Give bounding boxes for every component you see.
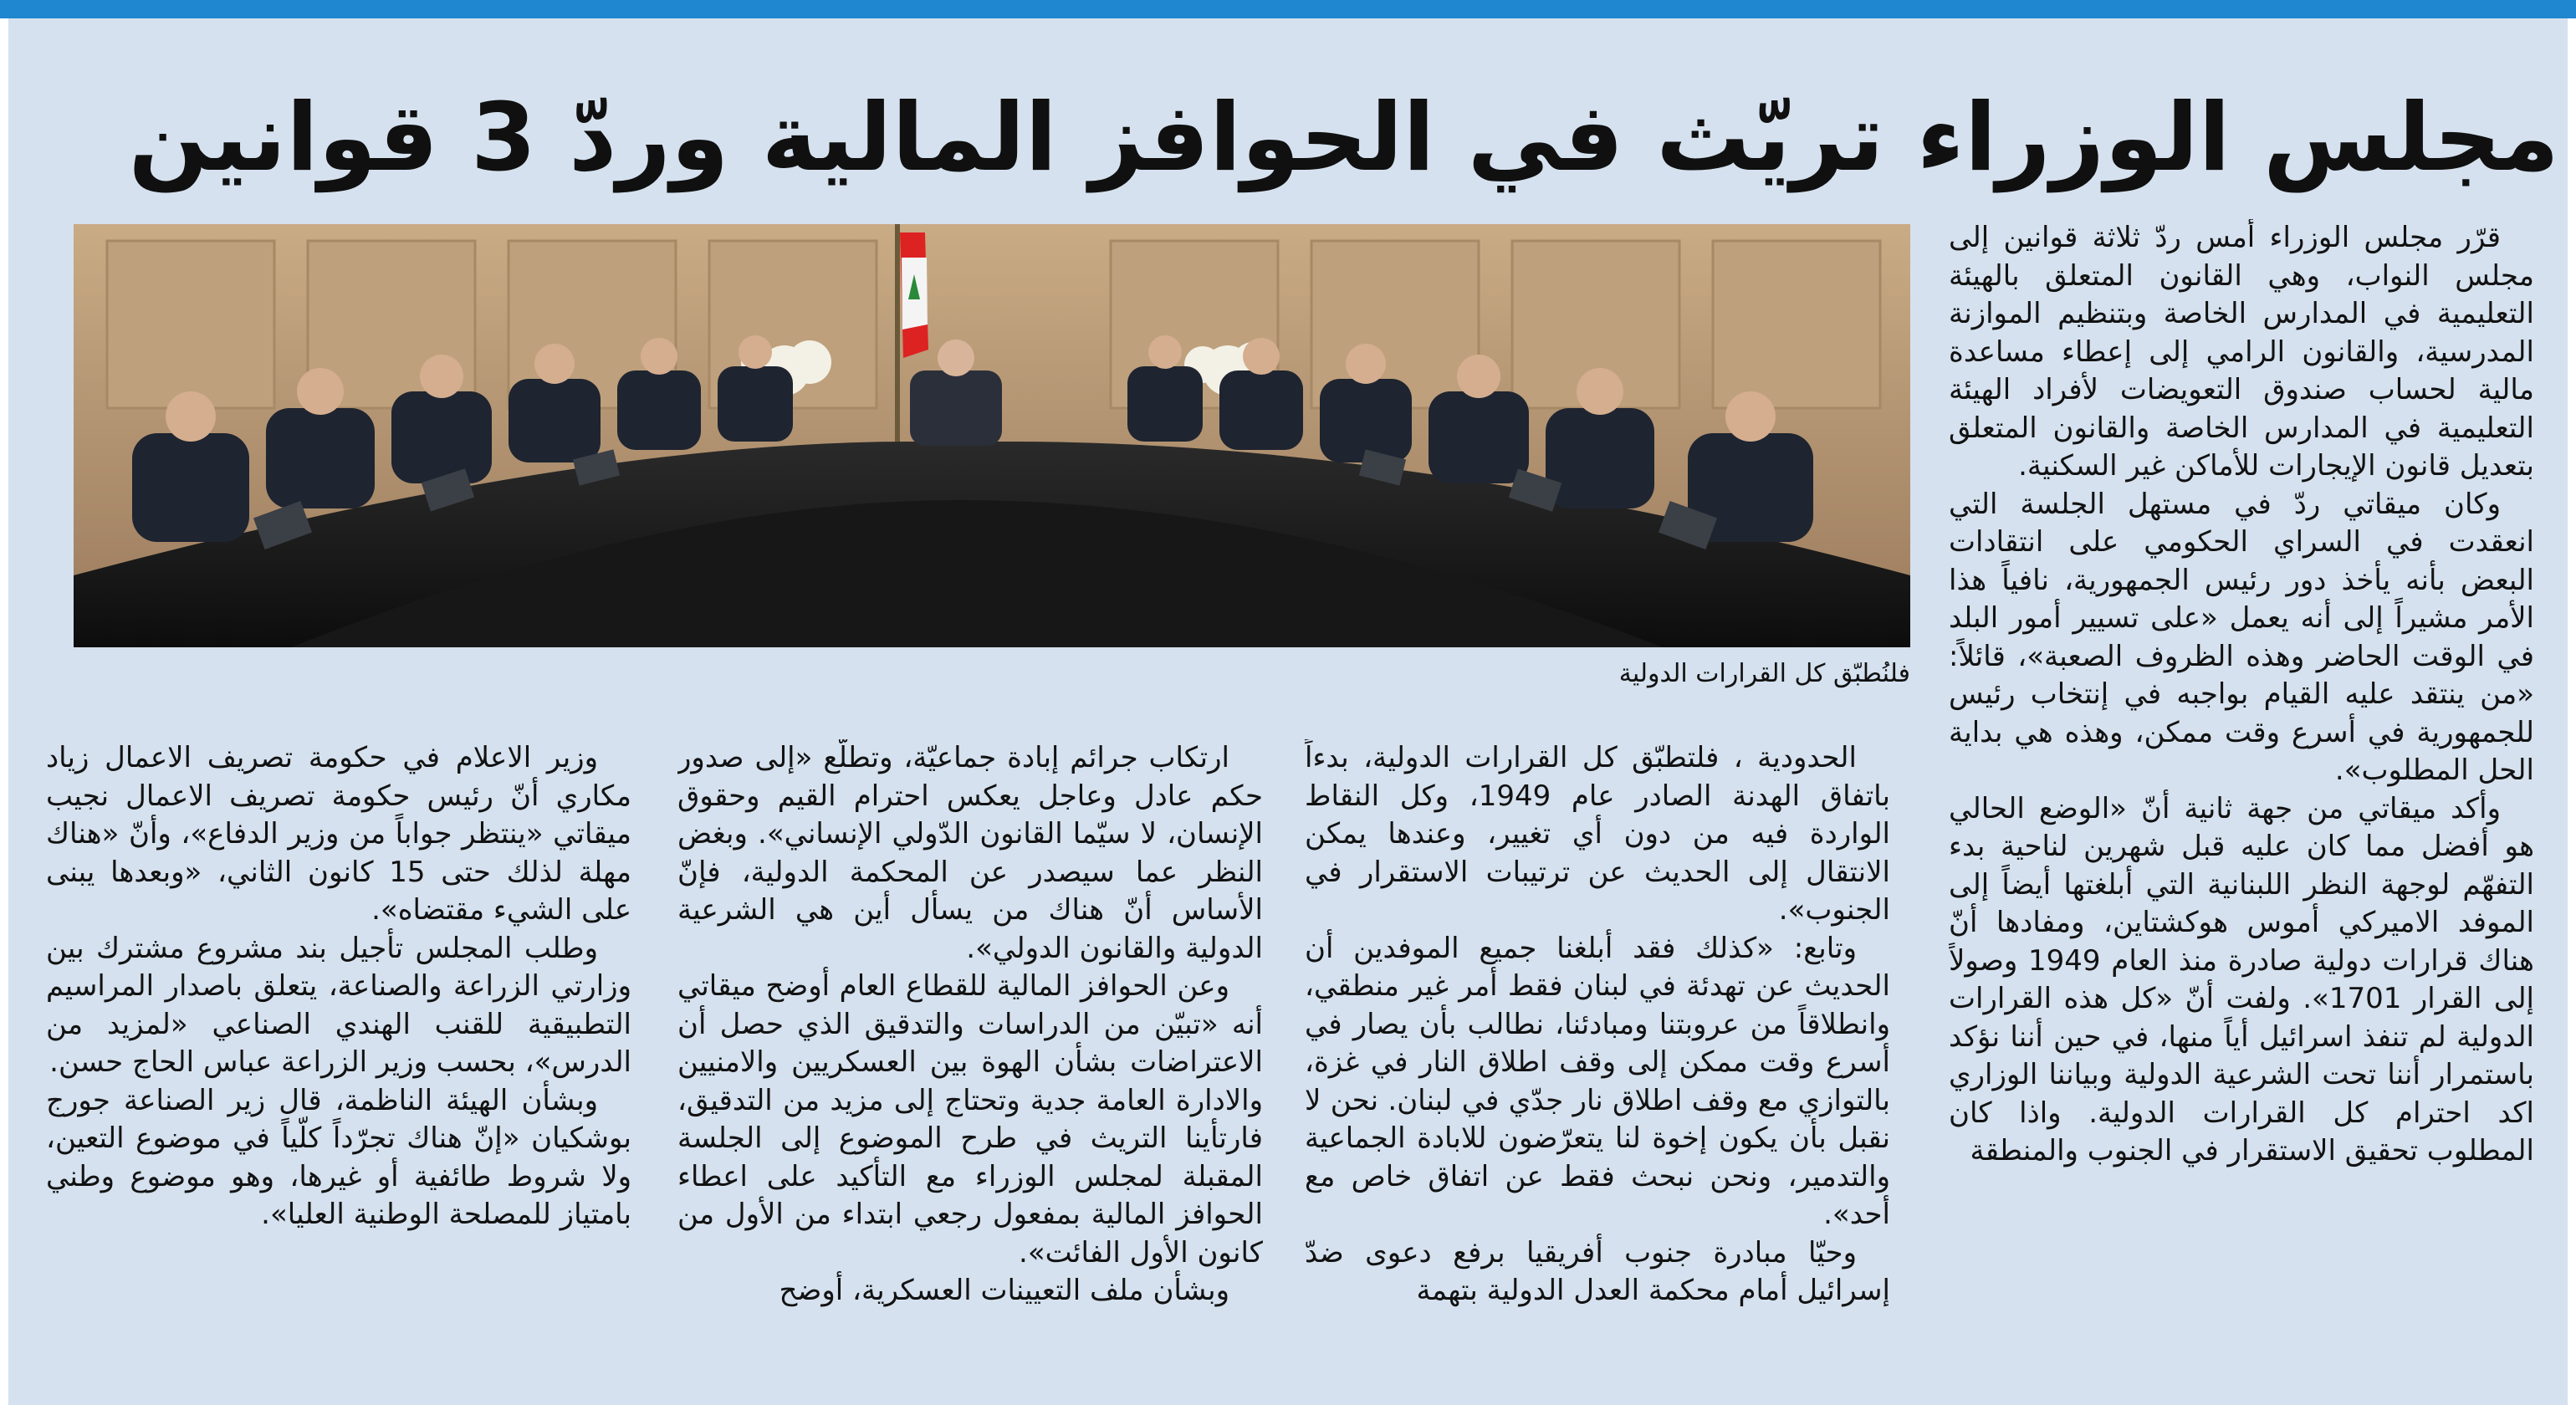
paragraph: وبشأن الهيئة الناظمة، قال زير الصناعة جورج بوشكيان «إنّ هناك تجرّداً كلّياً في موضوع التعين، ولا شروط طائفية أو غيرها، وهو موضوع وطني بامتياز للمصلحة الوطنية العليا». (46, 1083, 631, 1231)
paragraph: قرّر مجلس الوزراء أمس ردّ ثلاثة قوانين إلى مجلس النواب، وهي القانون المتعلق بالهيئة التعليمية في المدارس الخاصة وبتنظيم الموازنة المدرسية، والقانون الرامي إلى إعطاء مساعدة مالية لحساب صندوق التعويضات لأفراد الهيئة التعليمية في المدارس الخاصة والقانون المتعلق بتعديل قانون الإيجارات للأماكن غير السكنية. (1949, 221, 2534, 483)
cabinet-meeting-photo (74, 224, 1910, 647)
paragraph: وعن الحوافز المالية للقطاع العام أوضح ميقاتي أنه «تبيّن من الدراسات والتدقيق الذي حصل أن الاعتراضات بشأن الهوة بين العسكريين والامنيين والادارة العامة جدية وتحتاج إلى مزيد من التدقيق، فارتأينا التريث في طرح الموضوع إلى الجلسة المقبلة لمجلس الوزراء مع التأكيد على اعطاء الحوافز المالية بمفعول رجعي ابتداء من الأول من كانون الأول الفائت». (677, 969, 1263, 1270)
photo-caption: فلنُطبّق كل القرارات الدولية (1618, 659, 1910, 688)
paragraph: ارتكاب جرائم إبادة جماعيّة، وتطلّع «إلى صدور حكم عادل وعاجل يعكس احترام القيم وحقوق الإنسان، لا سيّما القانون الدّولي الإنساني». وبغض النظر عما سيصدر عن المحكمة الدولية، فإنّ الأساس أنّ هناك من يسأل أين هي الشرعية الدولية والقانون الدولي». (677, 741, 1263, 965)
article-column-3 (677, 739, 1263, 1383)
article-column-4 (46, 739, 631, 1383)
paragraph: وأكد ميقاتي من جهة ثانية أنّ «الوضع الحالي هو أفضل مما كان عليه قبل شهرين لناحية بدء التفهّم لوجهة النظر اللبنانية التي أبلغتها أيضاً إلى الموفد الاميركي أموس هوكشتاين، ومفادها أنّ هناك قرارات دولية صادرة منذ العام 1949 وصولاً إلى القرار 1701». ولفت أنّ «كل هذه القرارات الدولية لم تنفذ اسرائيل أياً منها، في حين أننا نؤكد باستمرار أننا تحت الشرعية الدولية وبياننا الوزاري اكد احترام كل القرارات الدولية. واذا كان المطلوب تحقيق الاستقرار في الجنوب والمنطقة (1949, 791, 2534, 1167)
paragraph: وزير الاعلام في حكومة تصريف الاعمال زياد مكاري أنّ رئيس حكومة تصريف الاعمال نجيب ميقاتي «ينتظر جواباً من وزير الدفاع»، وأنّ «هناك مهلة لذلك حتى 15 كانون الثاني، «وبعدها يبنى على الشيء مقتضاه». (46, 741, 631, 927)
paragraph: وطلب المجلس تأجيل بند مشروع مشترك بين وزارتي الزراعة والصناعة، يتعلق باصدار المراسيم التطبيقية للقنب الهندي الصناعي «لمزيد من الدرس»، بحسب وزير الزراعة عباس الحاج حسن. (46, 931, 631, 1079)
paragraph: وتابع: «كذلك فقد أبلغنا جميع الموفدين أن الحديث عن تهدئة في لبنان فقط أمر غير منطقي، وانطلاقاً من عروبتنا ومبادئنا، نطالب بأن يصار في أسرع وقت ممكن إلى وقف اطلاق النار في غزة، بالتوازي مع وقف اطلاق نار جدّي في لبنان. نحن لا نقبل بأن يكون إخوة لنا يتعرّضون للابادة الجماعية والتدمير، ونحن نبحث فقط عن اتفاق خاص مع أحد». (1305, 931, 1890, 1231)
meeting-room-illustration (74, 224, 1910, 647)
top-accent-bar (0, 0, 2576, 18)
paragraph: وكان ميقاتي ردّ في مستهل الجلسة التي انعقدت في السراي الحكومي على انتقادات البعض بأنه يأخذ دور رئيس الجمهورية، نافياً هذا الأمر مشيراً إلى أنه يعمل «على تسيير أمور البلد في الوقت الحاضر وهذه الظروف الصعبة»، قائلاً: «من ينتقد عليه القيام بواجبه في إنتخاب رئيس للجمهورية في أسرع وقت ممكن، وهذه هي بداية الحل المطلوب». (1949, 487, 2534, 787)
paragraph: وحيّا مبادرة جنوب أفريقيا برفع دعوى ضدّ إسرائيل أمام محكمة العدل الدولية بتهمة (1305, 1235, 1890, 1307)
paragraph: وبشأن ملف التعيينات العسكرية، أوضح (779, 1274, 1229, 1307)
article-column-2 (1305, 739, 1890, 1383)
headline: مجلس الوزراء تريّث في الحوافز المالية وردّ 3 قوانين (128, 84, 2559, 192)
article-column-1 (1949, 219, 2534, 1373)
paragraph: الحدودية ، فلتطبّق كل القرارات الدولية، بدءاً باتفاق الهدنة الصادر عام 1949، وكل النقاط الواردة فيه من دون أي تغيير، وعندها يمكن الانتقال إلى الحديث عن ترتيبات الاستقرار في الجنوب». (1305, 741, 1890, 927)
